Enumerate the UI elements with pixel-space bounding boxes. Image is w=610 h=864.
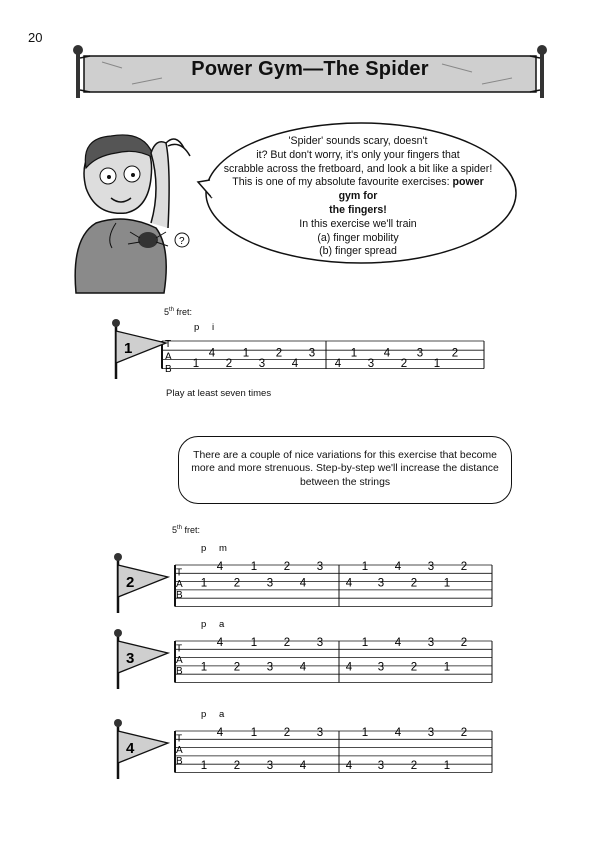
fret-suffix: fret: xyxy=(182,525,201,535)
tab-fret-number: 2 xyxy=(460,726,468,739)
tab-fret-number: 3 xyxy=(377,577,385,590)
exercise-number: 4 xyxy=(126,740,135,757)
tab-fret-number: 4 xyxy=(216,636,224,649)
bubble-line-text: This is one of my absolute favourite exercises: xyxy=(232,176,450,189)
tab-fret-number: 2 xyxy=(233,577,241,590)
finger-label: p xyxy=(201,709,207,720)
tab-fret-number: 2 xyxy=(460,560,468,573)
tab-fret-number: 2 xyxy=(283,726,291,739)
finger-label: i xyxy=(212,322,215,333)
tab-fret-number: 4 xyxy=(345,760,353,773)
exercise-note: Play at least seven times xyxy=(166,388,272,399)
tab-clef-letter: B xyxy=(165,363,172,375)
finger-label: p xyxy=(201,619,207,630)
info-line: between the strings xyxy=(299,476,391,488)
tab-clef-letter: A xyxy=(176,654,183,666)
tab-fret-number: 1 xyxy=(192,357,200,370)
tab-fret-number: 2 xyxy=(283,636,291,649)
tab-clef-letter: T xyxy=(176,567,183,579)
fret-ordinal: th xyxy=(169,307,175,313)
tab-fret-number: 1 xyxy=(443,661,451,674)
tab-fret-number: 1 xyxy=(250,636,258,649)
tab-fret-number: 1 xyxy=(361,560,369,573)
tab-fret-number: 4 xyxy=(394,560,402,573)
svg-text:?: ? xyxy=(179,236,185,247)
exercise-number: 3 xyxy=(126,650,135,667)
tab-fret-number: 4 xyxy=(216,726,224,739)
tab-fret-number: 4 xyxy=(208,347,216,360)
fret-ordinal: th xyxy=(177,525,183,531)
tab-fret-number: 4 xyxy=(345,577,353,590)
tab-fret-number: 2 xyxy=(233,760,241,773)
fret-suffix: fret: xyxy=(174,307,193,317)
tab-fret-number: 4 xyxy=(345,661,353,674)
tab-fret-number: 2 xyxy=(460,636,468,649)
page-title: Power Gym—The Spider xyxy=(191,58,429,80)
fret-number: 5 xyxy=(164,307,170,317)
tab-fret-number: 3 xyxy=(258,357,266,370)
bubble-line: it? But don't worry, it's only your fingers that xyxy=(256,148,460,161)
page-number: 20 xyxy=(28,30,43,45)
tab-fret-number: 4 xyxy=(299,577,307,590)
tab-fret-number: 1 xyxy=(350,347,358,360)
flag-pole-knob xyxy=(114,629,122,637)
tab-fret-number: 2 xyxy=(400,357,408,370)
finger-label: m xyxy=(219,543,227,554)
tab-clef-letter: T xyxy=(176,643,183,655)
tab-fret-number: 2 xyxy=(410,577,418,590)
finger-label: a xyxy=(219,709,225,720)
tab-fret-number: 1 xyxy=(242,347,250,360)
bubble-line: (b) finger spread xyxy=(319,245,397,258)
tab-fret-number: 2 xyxy=(410,760,418,773)
tab-clef-letter: A xyxy=(176,744,183,756)
tab-clef-letter: T xyxy=(165,339,172,350)
tab-fret-number: 1 xyxy=(200,577,208,590)
finger-label: a xyxy=(219,619,225,630)
bubble-line: scrabble across the fretboard, and look a bit like a spider! xyxy=(223,162,493,175)
exercise-number: 2 xyxy=(126,574,135,591)
tab-clef-letter: A xyxy=(165,351,172,363)
info-line: more and more strenuous. Step-by-step we'll increase the distance xyxy=(191,463,499,475)
tab-fret-number: 1 xyxy=(250,560,258,573)
tab-clef-letter: T xyxy=(176,733,183,745)
tab-fret-number: 3 xyxy=(377,760,385,773)
info-line: There are a couple of nice variations for this exercise that become xyxy=(193,450,497,461)
tab-fret-number: 1 xyxy=(443,760,451,773)
tab-clef-letter: B xyxy=(176,590,183,602)
flag-pole-knob xyxy=(112,319,120,327)
flag-pole-knob xyxy=(114,553,122,561)
tab-fret-number: 2 xyxy=(225,357,233,370)
tab-fret-number: 1 xyxy=(250,726,258,739)
tab-fret-number: 3 xyxy=(266,760,274,773)
exercise-number: 1 xyxy=(124,340,133,357)
tab-clef-letter: B xyxy=(176,756,183,768)
tab-fret-number: 3 xyxy=(377,661,385,674)
tab-fret-number: 2 xyxy=(283,560,291,573)
bubble-line: In this exercise we'll train xyxy=(299,217,417,230)
tab-fret-number: 4 xyxy=(216,560,224,573)
bubble-line-bold: the fingers! xyxy=(329,203,387,216)
tab-fret-number: 1 xyxy=(361,726,369,739)
finger-label: p xyxy=(194,322,200,333)
tab-fret-number: 3 xyxy=(266,577,274,590)
tab-fret-number: 4 xyxy=(299,661,307,674)
tab-fret-number: 4 xyxy=(299,760,307,773)
tab-clef-letter: A xyxy=(176,578,183,590)
tab-fret-number: 2 xyxy=(451,347,459,360)
tab-fret-number: 3 xyxy=(316,636,324,649)
tab-fret-number: 3 xyxy=(266,661,274,674)
tab-fret-number: 1 xyxy=(200,661,208,674)
tab-fret-number: 2 xyxy=(233,661,241,674)
tab-fret-number: 4 xyxy=(394,636,402,649)
tab-fret-number: 3 xyxy=(367,357,375,370)
finger-label: p xyxy=(201,543,207,554)
fret-number: 5 xyxy=(172,525,178,535)
tab-fret-number: 3 xyxy=(427,560,435,573)
tab-fret-number: 1 xyxy=(443,577,451,590)
tab-fret-number: 4 xyxy=(334,357,342,370)
tab-fret-number: 3 xyxy=(416,347,424,360)
bubble-line: (a) finger mobility xyxy=(317,231,399,244)
tab-fret-number: 3 xyxy=(316,560,324,573)
bubble-line: 'Spider' sounds scary, doesn't xyxy=(288,135,428,147)
flag-pole-knob xyxy=(114,719,122,727)
tab-fret-number: 1 xyxy=(433,357,441,370)
tab-fret-number: 1 xyxy=(361,636,369,649)
tab-fret-number: 2 xyxy=(410,661,418,674)
tab-fret-number: 1 xyxy=(200,760,208,773)
bubble-line-bold: power gym for xyxy=(338,176,484,203)
tab-fret-number: 4 xyxy=(383,347,391,360)
tab-fret-number: 2 xyxy=(275,347,283,360)
tab-fret-number: 3 xyxy=(427,636,435,649)
tab-fret-number: 4 xyxy=(394,726,402,739)
tab-fret-number: 3 xyxy=(316,726,324,739)
tab-fret-number: 3 xyxy=(308,347,316,360)
tab-fret-number: 4 xyxy=(291,357,299,370)
tab-fret-number: 3 xyxy=(427,726,435,739)
tab-clef-letter: B xyxy=(176,666,183,678)
